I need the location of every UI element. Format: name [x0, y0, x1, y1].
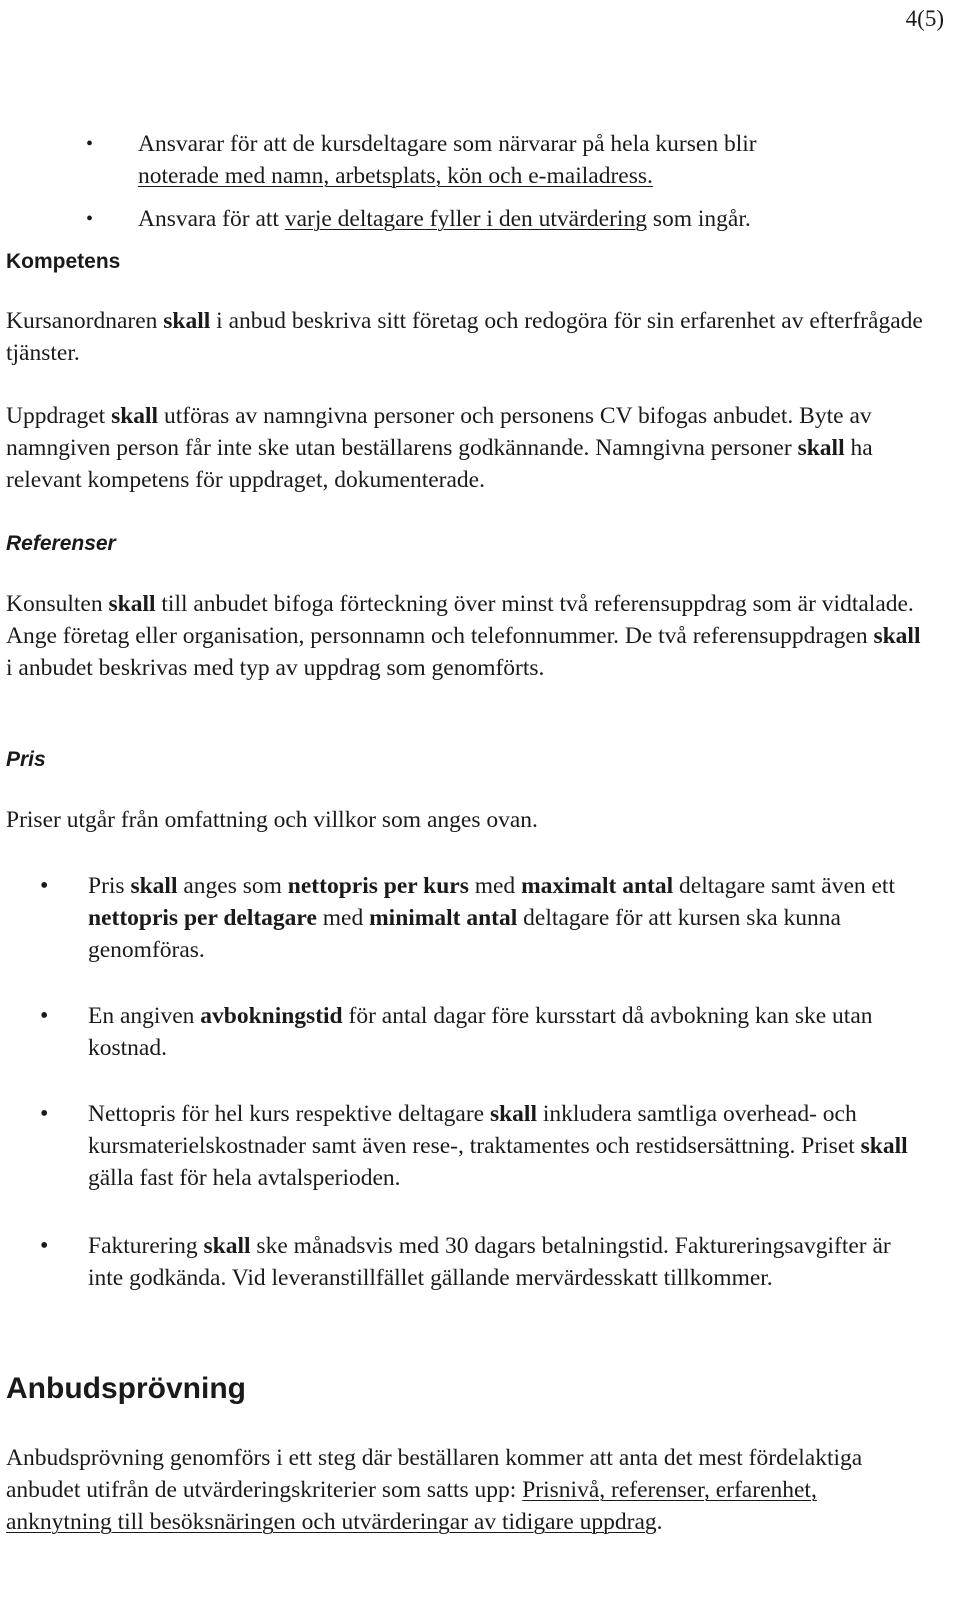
bullet-dot: •: [40, 873, 49, 899]
heading-pris: Pris: [6, 748, 46, 771]
bullet-dot: •: [40, 1233, 49, 1259]
heading-anbudsprovning: Anbudsprövning: [6, 1372, 246, 1405]
text-bold: skall: [489, 1101, 537, 1127]
heading-referenser: Referenser: [6, 532, 116, 555]
text: ha relevant kompetens för uppdraget, dokumenterade.: [6, 435, 873, 493]
text: i anbudet beskrivas med typ av uppdrag som genomförts.: [6, 655, 545, 681]
text: anges som: [177, 873, 288, 899]
text: .: [656, 1509, 663, 1535]
text: för antal dagar före kursstart då avbokning kan ske utan kostnad.: [88, 1003, 873, 1061]
kompetens-paragraph-1: [6, 305, 926, 369]
text-bold: nettopris per deltagare: [88, 905, 317, 931]
bullet-1-line-2: noterade med namn, arbetsplats, kön och e-mailadress.: [138, 163, 653, 189]
bullet-dot: •: [40, 1003, 49, 1029]
text: deltagare samt även ett: [673, 873, 895, 899]
anbudsprovning-paragraph: [6, 1442, 926, 1538]
text-bold: nettopris per kurs: [287, 873, 469, 899]
heading-kompetens: Kompetens: [6, 250, 121, 273]
bullet-dot: •: [86, 133, 94, 155]
text: utföras av namngivna personer och personens CV bifogas anbudet. Byte av namngiven person får inte ske utan beställarens godkännande. Namngivna personer: [6, 403, 872, 461]
text: Kursanordnaren: [6, 308, 164, 334]
bullet-2: [138, 203, 938, 235]
text: ske månadsvis med 30 dagars betalningstid. Faktureringsavgifter är inte godkända. Vid leveranstillfället gällande mervärdesskatt tillkommer.: [88, 1233, 891, 1291]
text: En angiven: [88, 1003, 201, 1029]
text: Nettopris för hel kurs respektive deltagare: [88, 1101, 490, 1127]
bullet-2-post: som ingår.: [646, 206, 751, 232]
text: inkludera samtliga overhead- och kursmaterielskostnader samt även rese-, traktamentes och restidsersättning. Priset: [88, 1101, 861, 1159]
text-bold: skall: [163, 308, 211, 334]
kompetens-paragraph-2: [6, 400, 926, 496]
text: med: [316, 905, 370, 931]
text-bold: avbokningstid: [200, 1003, 343, 1029]
text: gälla fast för hela avtalsperioden.: [88, 1165, 401, 1191]
text: Pris: [88, 873, 131, 899]
text: deltagare för att kursen ska kunna genomföras.: [88, 905, 841, 963]
text-bold: skall: [130, 873, 178, 899]
text-underlined: Prisnivå, referenser, erfarenhet, anknytning till besöksnäringen och utvärderingar av tidigare uppdrag: [6, 1477, 817, 1535]
text-bold: minimalt antal: [369, 905, 518, 931]
text-bold: skall: [860, 1133, 908, 1159]
text-bold: skall: [111, 403, 159, 429]
text-bold: skall: [203, 1233, 251, 1259]
pris-bullet-1: [88, 870, 928, 966]
text-bold: maximalt antal: [521, 873, 674, 899]
referenser-paragraph: [6, 588, 926, 684]
text-bold: skall: [797, 435, 845, 461]
pris-intro: Priser utgår från omfattning och villkor som anges ovan.: [6, 807, 538, 833]
text: Uppdraget: [6, 403, 112, 429]
text-bold: skall: [108, 591, 156, 617]
text: Fakturering: [88, 1233, 204, 1259]
text: till anbudet bifoga förteckning över minst två referensuppdrag som är vidtalade. Ange företag eller organisation, personnamn och telefonnummer. De två referensuppdragen: [6, 591, 914, 649]
pris-bullet-2: [88, 1000, 928, 1064]
text: Konsulten: [6, 591, 109, 617]
page-number: 4(5): [905, 6, 944, 31]
text: i anbud beskriva sitt företag och redogöra för sin erfarenhet av efterfrågade tjänster.: [6, 308, 923, 366]
pris-bullet-3: [88, 1098, 928, 1194]
bullet-2-pre: Ansvara för att: [138, 206, 285, 232]
bullet-2-underlined: varje deltagare fyller i den utvärdering: [284, 206, 647, 232]
bullet-dot: •: [86, 208, 94, 230]
text: Anbudsprövning genomförs i ett steg där beställaren kommer att anta det mest fördelaktiga anbudet utifrån de utvärderingskriterier som satts upp:: [6, 1445, 863, 1503]
bullet-dot: •: [40, 1101, 49, 1127]
text: med: [468, 873, 522, 899]
bullet-1-line-1: Ansvarar för att de kursdeltagare som närvarar på hela kursen blir: [138, 131, 757, 157]
text-bold: skall: [873, 623, 921, 649]
pris-bullet-4: [88, 1230, 928, 1294]
